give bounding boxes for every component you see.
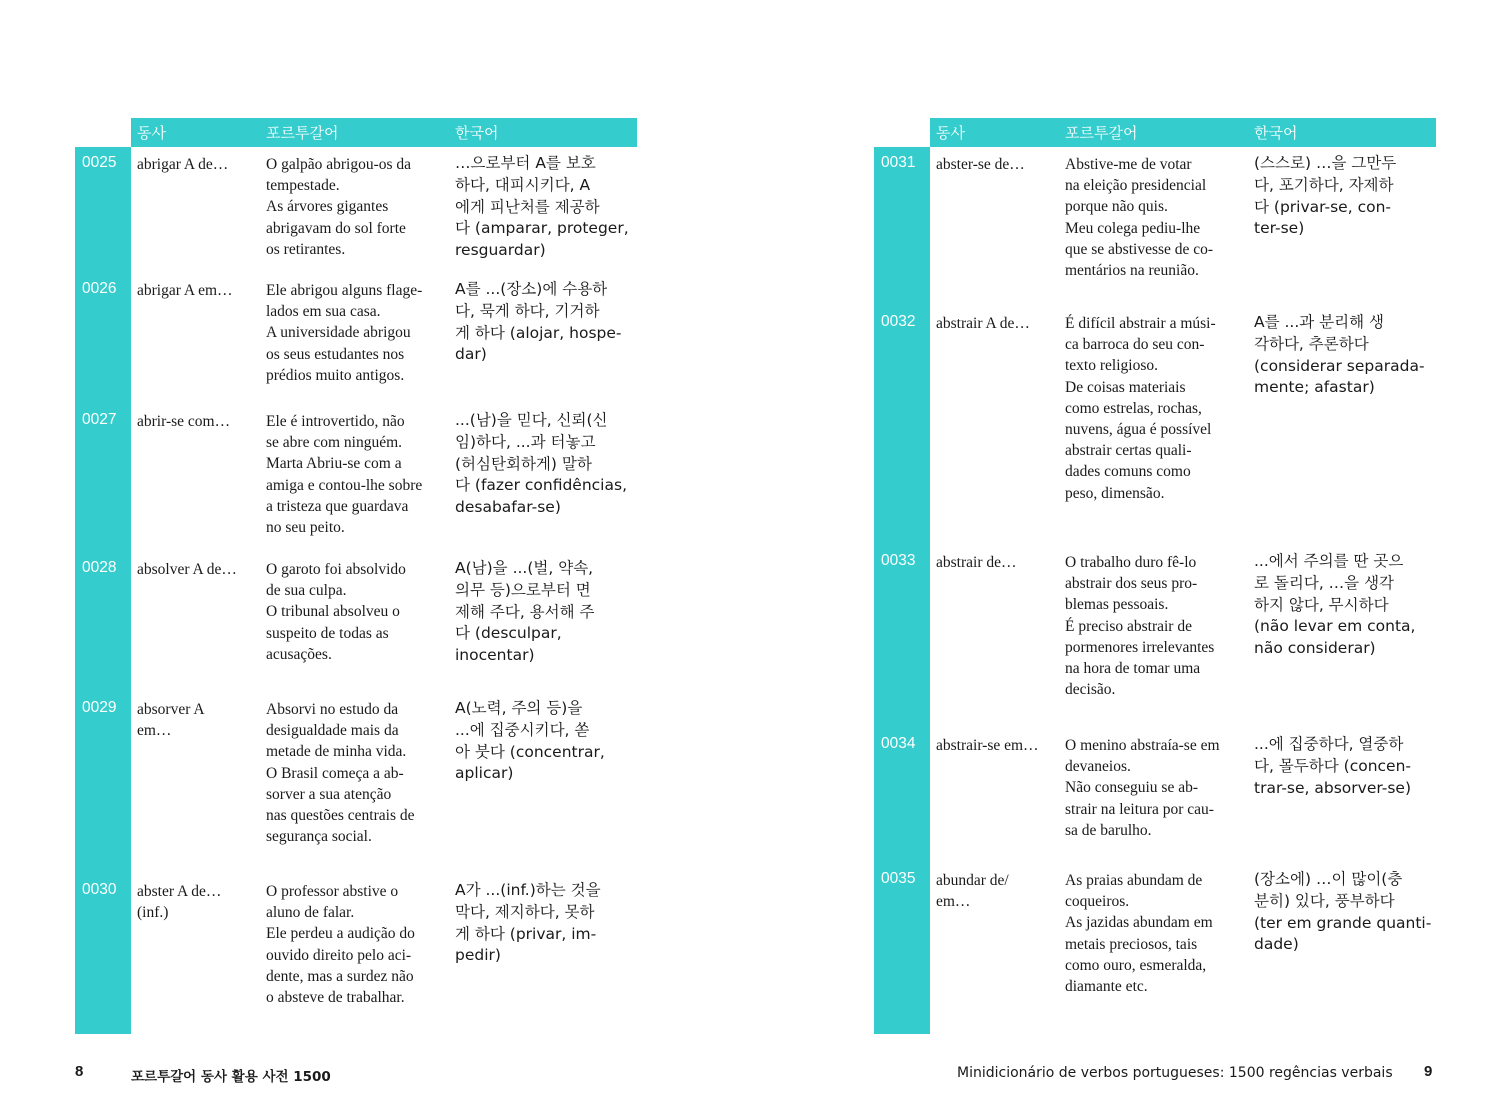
- entry-korean-line: 막다, 제지하다, 못하: [455, 902, 595, 921]
- entry-korean: [455, 279, 637, 366]
- entry-example-line: metais preciosos, tais: [1065, 935, 1198, 953]
- entry-example-line: dades comuns como: [1065, 463, 1191, 481]
- left-page-number: 8: [75, 1063, 84, 1080]
- entry-korean-line: 로 돌리다, …을 생각: [1254, 573, 1395, 592]
- entry-list: [874, 147, 1436, 1034]
- entry-example-line: diamante etc.: [1065, 978, 1148, 996]
- entry-example-line: desigualdade mais da: [266, 722, 399, 740]
- entry-example-line: decisão.: [1065, 681, 1116, 699]
- left-page: [75, 118, 637, 1034]
- entry-korean-line: A가 ...(inf.)하는 것을: [455, 881, 601, 899]
- entry-example-line: ouvido direito pelo aci-: [266, 946, 412, 964]
- entry-korean-line: 분히) 있다, 풍부하다: [1254, 891, 1395, 910]
- entry-number: 0029: [75, 692, 131, 874]
- entry-verb-line: abundar de/: [936, 872, 1009, 889]
- entry-number: 0025: [75, 147, 131, 273]
- entry-korean-line: 하지 않다, 무시하다: [1254, 595, 1389, 614]
- entry-example-line: como ouro, esmeralda,: [1065, 956, 1207, 974]
- entry-example-line: Não conseguiu se ab-: [1065, 779, 1198, 797]
- entry-korean-line: 게 하다 (privar, im-: [455, 924, 597, 943]
- right-page: [874, 118, 1436, 1034]
- entry-number: 0034: [874, 728, 930, 863]
- entry-korean-line: dade): [1254, 935, 1299, 954]
- entry-example-line: prédios muito antigos.: [266, 366, 405, 384]
- header-bar: [131, 118, 637, 147]
- entry-example-line: Ele perdeu a audição do: [266, 925, 415, 943]
- entry-example-line: O menino abstraía-se em: [1065, 737, 1220, 754]
- entry-example-line: Ele é introvertido, não: [266, 413, 405, 430]
- entry-example-line: os seus estudantes nos: [266, 345, 405, 363]
- entry-example-line: O garoto foi absolvido: [266, 561, 406, 578]
- entry-korean-line: A를 ...과 분리해 생: [1254, 313, 1385, 331]
- entry-korean-line: ...에 집중시키다, 쏟: [455, 720, 590, 739]
- entry-example-line: Ele abrigou alguns flage-: [266, 282, 423, 299]
- entry-row: [874, 728, 1436, 863]
- entry-example-line: que se abstivesse de co-: [1065, 240, 1214, 258]
- entry-example-line: abrigavam do sol forte: [266, 219, 406, 237]
- entry-korean-line: 제해 주다, 용서해 주: [455, 602, 595, 621]
- entry-row: [874, 147, 1436, 306]
- entry-example-line: coqueiros.: [1065, 893, 1130, 911]
- entry-verb-line: abster-se de…: [936, 156, 1025, 173]
- entry-verb: [936, 552, 1061, 573]
- entry-example-line: O trabalho duro fê-lo: [1065, 554, 1197, 571]
- entry-korean-line: 다, 몰두하다 (concen-: [1254, 756, 1411, 775]
- entry-korean-line: 각하다, 추론하다: [1254, 334, 1369, 353]
- entry-number: 0031: [874, 147, 930, 306]
- entry-example-line: O professor abstive o: [266, 883, 399, 900]
- entry-example-line: abstrair certas quali-: [1065, 442, 1192, 460]
- entry-korean-line: ter-se): [1254, 219, 1305, 238]
- entry-korean-line: desabafar-se): [455, 498, 561, 517]
- entry-example-line: nuvens, água é possível: [1065, 421, 1212, 439]
- right-running-title: Minidicionário de verbos portugueses: 1500 regências verbais: [957, 1065, 1393, 1081]
- entry-number: 0033: [874, 545, 930, 728]
- entry-verb: [137, 154, 262, 175]
- entry-verb-line: abstrair A de…: [936, 315, 1030, 332]
- header-bar: [930, 118, 1436, 147]
- entry-verb-line: abrir-se com…: [137, 413, 231, 430]
- entry-korean: [1254, 312, 1436, 399]
- entry-verb: [137, 411, 262, 432]
- entry-verb: [936, 735, 1061, 756]
- entry-korean-line: resguardar): [455, 241, 546, 260]
- entry-korean-line: (considerar separada-: [1254, 356, 1425, 375]
- entry-verb: [137, 881, 262, 923]
- entry-example-line: sa de barulho.: [1065, 821, 1152, 839]
- entry-verb-line: abstrair-se em…: [936, 737, 1039, 754]
- entry-verb-line: abrigar A em…: [137, 282, 233, 299]
- entry-korean-line: ...에서 주의를 딴 곳으: [1254, 552, 1404, 570]
- entry-korean-line: não considerar): [1254, 639, 1376, 658]
- entry-row: [874, 863, 1436, 1034]
- entry-korean-line: mente; afastar): [1254, 378, 1375, 397]
- entry-row: [75, 552, 637, 692]
- entry-korean-line: 게 하다 (alojar, hospe-: [455, 323, 622, 342]
- entry-example-line: como estrelas, rochas,: [1065, 399, 1202, 417]
- entry-example: [266, 559, 452, 665]
- entry-example-line: blemas pessoais.: [1065, 596, 1169, 614]
- entry-row: [75, 692, 637, 874]
- entry-korean-line: inocentar): [455, 646, 535, 665]
- entry-korean-line: dar): [455, 345, 487, 364]
- entry-example-line: se abre com ninguém.: [266, 434, 403, 452]
- entry-korean-line: 다, 묵게 하다, 기거하: [455, 301, 600, 320]
- entry-verb: [137, 280, 262, 301]
- entry-example: [1065, 870, 1251, 997]
- entry-korean-line: 다 (privar-se, con-: [1254, 197, 1391, 216]
- entry-korean: [455, 698, 637, 785]
- entry-korean: [1254, 734, 1436, 799]
- right-page-number: 9: [1424, 1063, 1433, 1080]
- entry-korean: [455, 410, 637, 519]
- entry-korean: [455, 880, 637, 967]
- entry-example-line: lados em sua casa.: [266, 303, 381, 321]
- entry-row: [75, 404, 637, 552]
- entry-example-line: Abstive-me de votar: [1065, 156, 1192, 173]
- entry-example-line: porque não quis.: [1065, 198, 1168, 216]
- entry-example-line: strair na leitura por cau-: [1065, 800, 1214, 818]
- entry-example: [266, 280, 452, 386]
- entry-verb: [936, 870, 1061, 912]
- entry-example-line: metade de minha vida.: [266, 743, 407, 761]
- entry-row: [874, 306, 1436, 545]
- entry-korean-line: trar-se, absorver-se): [1254, 778, 1411, 797]
- entry-example-line: aluno de falar.: [266, 904, 355, 922]
- entry-korean-line: A를 ...(장소)에 수용하: [455, 280, 608, 298]
- entry-example-line: devaneios.: [1065, 758, 1131, 776]
- entry-korean-line: 임)하다, ...과 터놓고: [455, 432, 596, 451]
- entry-verb: [936, 313, 1061, 334]
- entry-korean-line: (não levar em conta,: [1254, 617, 1416, 636]
- entry-verb-line: abster A de…: [137, 883, 222, 900]
- entry-row: [874, 545, 1436, 728]
- entry-example-line: no seu peito.: [266, 519, 345, 537]
- entry-korean: [455, 153, 637, 262]
- entry-example: [1065, 735, 1251, 841]
- entry-korean-line: ...에 집중하다, 열중하: [1254, 735, 1404, 753]
- entry-verb: [137, 699, 262, 741]
- entry-row: [75, 874, 637, 1034]
- entry-number: 0035: [874, 863, 930, 1034]
- entry-example: [1065, 552, 1251, 700]
- entry-example-line: As praias abundam de: [1065, 872, 1203, 889]
- entry-example-line: segurança social.: [266, 828, 372, 846]
- entry-korean-line: pedir): [455, 946, 501, 965]
- entry-example-line: De coisas materiais: [1065, 378, 1186, 396]
- entry-korean-line: ...(남)을 믿다, 신뢰(신: [455, 411, 608, 429]
- table-header: [874, 118, 1436, 147]
- entry-korean: [1254, 153, 1436, 240]
- entry-number: 0030: [75, 874, 131, 1034]
- entry-example-line: É preciso abstrair de: [1065, 617, 1192, 635]
- entry-example-line: O Brasil começa a ab-: [266, 764, 404, 782]
- entry-verb-line: absorver A: [137, 701, 205, 718]
- entry-example-line: suspeito de todas as: [266, 624, 389, 642]
- entry-korean-line: 다 (amparar, proteger,: [455, 219, 629, 238]
- entry-korean-line: aplicar): [455, 764, 514, 783]
- entry-example: [266, 881, 452, 1008]
- entry-number: 0032: [874, 306, 930, 545]
- entry-example: [266, 411, 452, 538]
- entry-korean: [1254, 869, 1436, 956]
- entry-verb: [137, 559, 262, 580]
- entry-verb-line: abstrair de…: [936, 554, 1017, 571]
- entry-korean-line: 아 붓다 (concentrar,: [455, 742, 605, 761]
- entry-korean-line: 하다, 대피시키다, A: [455, 175, 591, 194]
- entry-korean-line: (장소에) …이 많이(충: [1254, 870, 1403, 888]
- entry-example-line: pormenores irrelevantes: [1065, 638, 1215, 656]
- header-korean: 한국어: [455, 124, 499, 142]
- entry-example-line: amiga e contou-lhe sobre: [266, 476, 423, 494]
- entry-example-line: Marta Abriu-se com a: [266, 455, 402, 473]
- entry-example: [266, 699, 452, 847]
- entry-verb-line: em…: [936, 893, 971, 911]
- entry-korean-line: A(남)을 ...(벌, 약속,: [455, 559, 594, 577]
- entry-example-line: os retirantes.: [266, 240, 346, 258]
- entry-korean-line: 다 (fazer confidências,: [455, 476, 627, 495]
- entry-korean-line: (ter em grande quanti-: [1254, 913, 1432, 932]
- table-header: [75, 118, 637, 147]
- entry-example-line: peso, dimensão.: [1065, 484, 1165, 502]
- entry-example-line: tempestade.: [266, 177, 340, 195]
- entry-example-line: O galpão abrigou-os da: [266, 156, 412, 173]
- entry-verb-line: em…: [137, 722, 172, 740]
- entry-number: 0027: [75, 404, 131, 552]
- entry-verb-line: absolver A de…: [137, 561, 237, 578]
- entry-verb-line: abrigar A de…: [137, 156, 229, 173]
- entry-example-line: na hora de tomar uma: [1065, 660, 1201, 678]
- entry-row: [75, 273, 637, 404]
- entry-verb-line: (inf.): [137, 904, 169, 922]
- entry-example-line: O tribunal absolveu o: [266, 603, 400, 621]
- entry-korean-line: 다, 포기하다, 자제하: [1254, 175, 1394, 194]
- entry-korean-line: A(노력, 주의 등)을: [455, 699, 583, 717]
- entry-example-line: o absteve de trabalhar.: [266, 989, 405, 1007]
- entry-example-line: de sua culpa.: [266, 582, 347, 600]
- entry-example-line: As jazidas abundam em: [1065, 914, 1213, 932]
- entry-example-line: Meu colega pediu-lhe: [1065, 219, 1201, 237]
- header-verb: 동사: [137, 124, 166, 142]
- entry-example-line: a tristeza que guardava: [266, 497, 409, 515]
- entry-example-line: acusações.: [266, 645, 332, 663]
- entry-korean-line: 의무 등)으로부터 면: [455, 580, 591, 599]
- entry-korean-line: (허심탄회하게) 말하: [455, 454, 592, 473]
- left-running-title: 포르투갈어 동사 활용 사전 1500: [131, 1069, 331, 1085]
- header-verb: 동사: [936, 124, 965, 142]
- entry-example: [1065, 154, 1251, 281]
- entry-example-line: mentários na reunião.: [1065, 262, 1199, 280]
- entry-list: [75, 147, 637, 1034]
- entry-korean: [1254, 551, 1436, 660]
- entry-example: [1065, 313, 1251, 504]
- entry-number: 0028: [75, 552, 131, 692]
- entry-example-line: dente, mas a surdez não: [266, 967, 414, 985]
- entry-example-line: sorver a sua atenção: [266, 785, 392, 803]
- entry-example-line: abstrair dos seus pro-: [1065, 575, 1198, 593]
- entry-korean-line: (스스로) …을 그만두: [1254, 154, 1397, 172]
- entry-row: [75, 147, 637, 273]
- entry-korean-line: …으로부터 A를 보호: [455, 154, 596, 172]
- entry-korean-line: 다 (desculpar,: [455, 624, 562, 643]
- entry-example-line: Absorvi no estudo da: [266, 701, 399, 718]
- entry-example-line: na eleição presidencial: [1065, 177, 1207, 195]
- entry-example-line: A universidade abrigou: [266, 324, 411, 342]
- entry-example-line: nas questões centrais de: [266, 807, 415, 825]
- entry-verb: [936, 154, 1061, 175]
- header-korean: 한국어: [1254, 124, 1298, 142]
- entry-example-line: As árvores gigantes: [266, 198, 389, 216]
- entry-korean: [455, 558, 637, 667]
- header-portuguese: 포르투갈어: [266, 124, 339, 142]
- entry-number: 0026: [75, 273, 131, 404]
- entry-example: [266, 154, 452, 260]
- entry-example-line: texto religioso.: [1065, 357, 1158, 375]
- header-portuguese: 포르투갈어: [1065, 124, 1138, 142]
- entry-example-line: ca barroca do seu con-: [1065, 336, 1205, 354]
- entry-example-line: É difícil abstrair a músi-: [1065, 315, 1216, 332]
- entry-korean-line: 에게 피난처를 제공하: [455, 197, 600, 216]
